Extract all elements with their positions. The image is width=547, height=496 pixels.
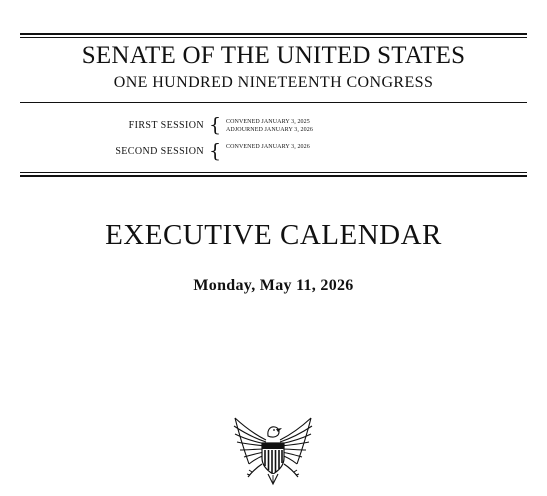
- second-session-row: [0, 142, 547, 166]
- first-session-adjourned: ADJOURNED JANUARY 3, 2026: [226, 127, 313, 133]
- congress-subtitle: ONE HUNDRED NINETEENTH CONGRESS: [113, 74, 434, 91]
- left-brace-icon: {: [209, 140, 222, 162]
- calendar-date: Monday, May 11, 2026: [193, 277, 354, 294]
- calendar-title: EXECUTIVE CALENDAR: [105, 219, 442, 251]
- first-session-row: [0, 116, 547, 140]
- first-session-label: FIRST SESSION: [128, 120, 204, 131]
- left-brace-icon: {: [209, 114, 222, 136]
- bottom-rule-thick: [20, 175, 527, 177]
- eagle-seal-icon: [232, 416, 314, 486]
- first-session-convened: CONVENED JANUARY 3, 2025: [226, 119, 310, 125]
- second-session-convened: CONVENED JANUARY 3, 2026: [226, 144, 310, 150]
- second-session-label: SECOND SESSION: [115, 146, 204, 157]
- top-rule-thick: [20, 33, 527, 35]
- top-rule-thin: [20, 37, 527, 38]
- middle-rule: [20, 102, 527, 103]
- bottom-rule-thin: [20, 172, 527, 173]
- second-session-notes: [226, 143, 310, 151]
- first-session-notes: [226, 118, 313, 134]
- senate-title: SENATE OF THE UNITED STATES: [81, 42, 466, 69]
